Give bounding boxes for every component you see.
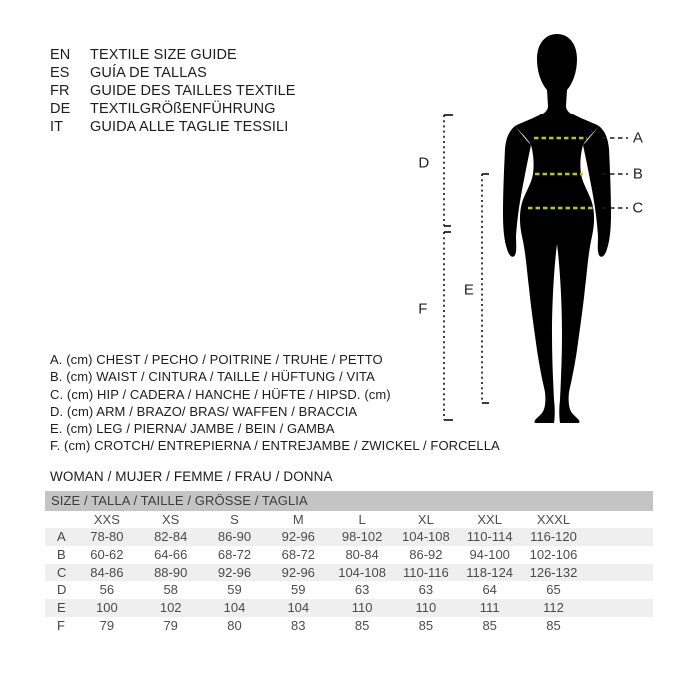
column-header-xl: XL (417, 512, 434, 527)
language-row-de (50, 100, 296, 118)
silhouette-head (537, 34, 577, 115)
language-code: EN (50, 47, 71, 63)
language-title: GUÍA DE TALLAS (90, 65, 207, 81)
cell: 104-108 (402, 529, 450, 544)
language-code: ES (50, 65, 70, 81)
cell: 86-92 (409, 546, 443, 562)
cell: 126-132 (529, 564, 578, 580)
cell: 85 (546, 617, 561, 633)
cell: 110 (415, 600, 437, 616)
cell: 80 (227, 617, 242, 633)
cell: 58 (163, 582, 178, 598)
row-label: D (57, 582, 67, 598)
cell: 100 (96, 600, 118, 616)
row-label: E (57, 600, 66, 616)
table-row-e (45, 599, 653, 617)
cell: 68-72 (281, 546, 315, 562)
empty-corner-cell (45, 511, 75, 528)
cell: 79 (163, 617, 178, 633)
table-row-b (45, 546, 653, 564)
table-row-f (45, 617, 653, 635)
cell: 111 (479, 600, 500, 616)
cell: 59 (291, 582, 306, 598)
cell: 65 (546, 582, 561, 598)
cell: 92-96 (281, 564, 315, 580)
row-label: F (57, 617, 65, 633)
column-header-l: L (358, 512, 366, 527)
cell: 85 (482, 617, 497, 633)
cell: 83 (291, 617, 306, 633)
measure-label-crotch: F (418, 300, 428, 318)
cell: 118-124 (466, 564, 514, 580)
cell: 94-100 (469, 546, 510, 562)
size-table (45, 491, 653, 635)
column-header-s: S (230, 512, 239, 527)
cell: 92-96 (281, 529, 315, 544)
cell: 60-62 (90, 546, 124, 562)
table-row-d (45, 581, 653, 599)
column-header-xxs: XXS (93, 512, 120, 527)
cell: 86-90 (217, 529, 252, 544)
language-row-en (50, 46, 296, 64)
measurement-legend (50, 351, 500, 455)
woman-silhouette (503, 34, 611, 423)
cell: 110-114 (466, 529, 513, 544)
legend-item-hip: C. (cm) HIP / CADERA / HANCHE / HÜFTE / HIPSD. (cm) (50, 386, 391, 402)
cell: 110 (351, 600, 373, 616)
language-row-it (50, 118, 296, 136)
cell: 102-106 (529, 546, 578, 562)
measure-label-hip: C (632, 199, 644, 217)
table-group-title: WOMAN / MUJER / FEMME / FRAU / DONNA (50, 469, 333, 484)
language-row-fr (50, 82, 296, 100)
legend-item-arm: D. (cm) ARM / BRAZO/ BRAS/ WAFFEN / BRACCIA (50, 403, 358, 419)
size-table-column-row (45, 511, 653, 528)
cell: 102 (159, 600, 182, 616)
cell: 110-116 (402, 564, 449, 580)
language-code: DE (50, 101, 71, 117)
cell: 104-108 (338, 564, 386, 580)
row-label: A (57, 529, 66, 544)
language-title: TEXTILGRÖßENFÜHRUNG (90, 101, 276, 117)
column-header-xxl: XXL (477, 512, 502, 527)
cell: 56 (99, 582, 115, 598)
language-title: TEXTILE SIZE GUIDE (90, 47, 237, 63)
language-title: GUIDA ALLE TAGLIE TESSILI (90, 119, 289, 135)
cell: 88-90 (154, 564, 188, 580)
cell: 104 (287, 600, 310, 616)
cell: 98-102 (341, 529, 383, 544)
cell: 64-66 (154, 546, 188, 562)
legend-item-crotch: F. (cm) CROTCH/ ENTREPIERNA / ENTREJAMBE / ZWICKEL / FORCELLA (50, 438, 500, 454)
cell: 92-96 (217, 564, 252, 580)
table-row-a (45, 528, 653, 546)
cell: 116-120 (530, 529, 577, 544)
cell: 104 (223, 600, 246, 616)
legend-item-leg: E. (cm) LEG / PIERNA/ JAMBE / BEIN / GAMBA (50, 421, 335, 437)
language-title-list (50, 46, 296, 136)
column-header-xs: XS (162, 512, 180, 527)
cell: 85 (354, 617, 370, 633)
cell: 85 (418, 617, 434, 633)
cell: 84-86 (90, 564, 124, 580)
cell: 79 (99, 617, 115, 633)
language-title: GUIDE DES TAILLES TEXTILE (90, 83, 296, 99)
cell: 64 (482, 582, 497, 598)
cell: 63 (418, 582, 434, 598)
column-header-xxxl: XXXL (536, 512, 571, 527)
language-row-es (50, 64, 296, 82)
measure-label-arm: D (418, 154, 430, 172)
legend-item-chest: A. (cm) CHEST / PECHO / POITRINE / TRUHE / PETTO (50, 352, 383, 367)
size-table-header: SIZE / TALLA / TAILLE / GRÖSSE / TAGLIA (45, 491, 653, 511)
row-label: C (57, 564, 67, 580)
cell: 82-84 (154, 529, 188, 544)
cell: 68-72 (217, 546, 252, 562)
table-row-c (45, 564, 653, 582)
cell: 112 (543, 600, 564, 616)
column-header-m: M (292, 512, 304, 527)
measure-label-chest: A (632, 129, 644, 147)
language-code: FR (50, 83, 70, 99)
legend-item-waist: B. (cm) WAIST / CINTURA / TAILLE / HÜFTUNG / VITA (50, 369, 375, 385)
measure-label-waist: B (632, 165, 644, 183)
cell: 78-80 (90, 529, 124, 544)
language-code: IT (50, 119, 64, 135)
measure-label-leg: E (463, 281, 475, 299)
cell: 80-84 (345, 546, 379, 562)
row-label: B (57, 546, 66, 562)
cell: 63 (354, 582, 370, 598)
cell: 59 (227, 582, 242, 598)
